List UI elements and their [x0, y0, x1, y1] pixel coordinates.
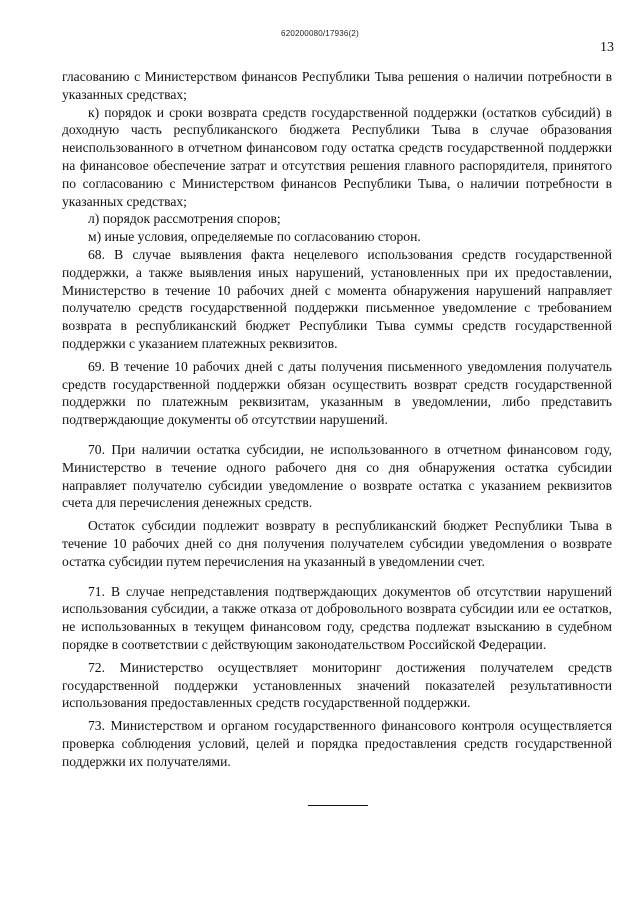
paragraph-remainder: Остаток субсидии подлежит возврату в республиканский бюджет Республики Тыва в течение 10 рабочих дней со дня получения получателем субсидии уведомления о возврате остатка субсидии путем перечисления на указанный в уведомлении счет. [62, 518, 612, 569]
paragraph-item-k: к) порядок и сроки возврата средств государственной поддержки (остатков субсидий) в доходную часть республиканского бюджета Республики Тыва в случае образования неиспользованного в отчетном финансовом году остатка средств государственной поддержки на финансовое обеспечение затрат и отсутствия решения главного распорядителя, принятого по согласованию с Министерством финансов Республики Тыва, о наличии потребности в указанных средствах; [62, 104, 612, 209]
end-divider [308, 805, 368, 807]
paragraph-71: 71. В случае непредставления подтверждающих документов об отсутствии нарушений использования субсидии, а также отказа от добровольного возврата субсидии или ее остатков, не использованных в текущем финансовом году, средства подлежат взысканию в судебном порядке в соответствии с действующим законодательством Российской Федерации. [62, 583, 612, 652]
paragraph-73: 73. Министерством и органом государственного финансового контроля осуществляется проверка соблюдения условий, целей и порядка предоставления средств государственной поддержки их получателями. [62, 718, 612, 769]
paragraph-continuation: гласованию с Министерством финансов Республики Тыва решения о наличии потребности в указанных средствах; [62, 69, 612, 102]
paragraph-item-l: л) порядок рассмотрения споров; [88, 211, 281, 227]
page-number: 13 [600, 40, 614, 55]
paragraph-68: 68. В случае выявления факта нецелевого использования средств государственной поддержки, а также выявления иных нарушений, установленных при их предоставлении, Министерство в течение 10 рабочих дней с момента обнаружения нарушений направляет получателю средств государственной поддержки письменное уведомление с требованием возврата в республиканский бюджет Республики Тыва суммы средств государственной поддержки с указанием платежных реквизитов. [62, 246, 612, 351]
paragraph-72: 72. Министерство осуществляет мониторинг достижения получателем средств государственной поддержки установленных значений показателей результативности использования предоставленных средств государственной поддержки. [62, 659, 612, 711]
paragraph-item-m: м) иные условия, определяемые по согласованию сторон. [88, 229, 421, 245]
paragraph-70: 70. При наличии остатка субсидии, не использованного в отчетном финансовом году, Министерство в течение одного рабочего дня со дня обнаружения остатка субсидии направляет получателю субсидии уведомление о возврате остатка с указанием реквизитов счета для перечисления денежных средств. [62, 441, 612, 511]
paragraph-69: 69. В течение 10 рабочих дней с даты получения письменного уведомления получатель средств государственной поддержки обязан осуществить возврат средств государственной поддержки по платежным реквизитам, указанным в уведомлении, либо представить подтверждающие документы об отсутствии нарушений. [62, 358, 612, 428]
document-id: 620200080/17936(2) [281, 29, 359, 38]
document-body [62, 68, 612, 770]
